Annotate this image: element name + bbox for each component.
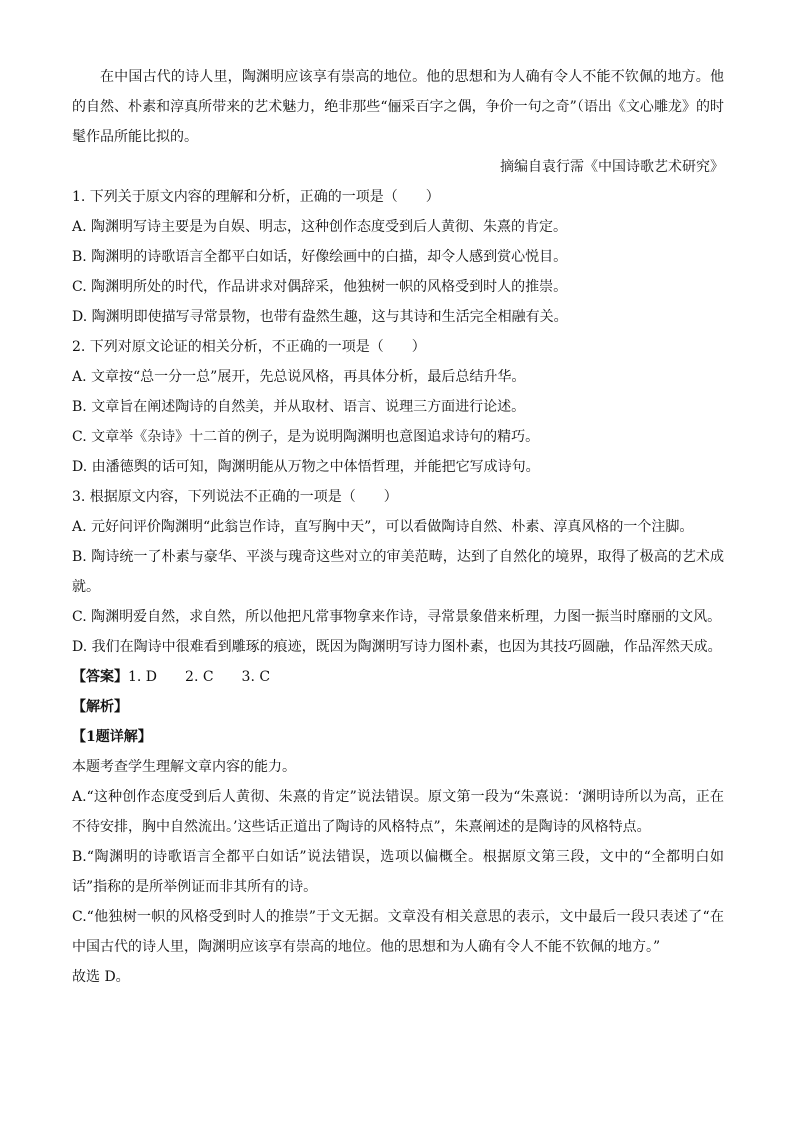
option-c: C. 陶渊明爱自然，求自然，所以他把凡常事物拿来作诗，寻常景象借来析理，力图一振当时靡丽的文风。	[72, 609, 722, 625]
option-d: D. 陶渊明即使描写寻常景物，也带有盎然生趣，这与其诗和生活完全相融有关。	[72, 309, 568, 325]
option-b: B. 陶诗统一了朴素与豪华、平淡与瑰奇这些对立的审美范畴，达到了自然化的境界，取得了极高的艺术成就。	[72, 549, 724, 595]
analysis-item-c: C.“他独树一帜的风格受到时人的推崇”于文无据。文章没有相关意思的表示，文中最后一段只表述了“在中国古代的诗人里，陶渊明应该享有崇高的地位。他的思想和为人确有令人不能不钦佩的地方。”	[72, 909, 724, 955]
passage-source: 摘编自袁行霈《中国诗歌艺术研究》	[500, 159, 724, 175]
analysis-label: 【解析】	[72, 699, 128, 715]
option-a: A. 文章按“总一分一总”展开，先总说风格，再具体分析，最后总结升华。	[72, 369, 526, 385]
answer-label: 【答案】	[72, 669, 128, 685]
option-b: B. 陶渊明的诗歌语言全都平白如话，好像绘画中的白描，却令人感到赏心悦目。	[72, 249, 568, 265]
option-c: C. 陶渊明所处的时代，作品讲求对偶辞采，他独树一帜的风格受到时人的推崇。	[72, 279, 568, 295]
question-stem: 3. 根据原文内容，下列说法不正确的一项是（ ）	[72, 489, 398, 505]
answer-text: 1. D 2. C 3. C	[128, 669, 271, 685]
option-c: C. 文章举《杂诗》十二首的例子，是为说明陶渊明也意图追求诗句的精巧。	[72, 429, 540, 445]
analysis-item-a: A.“这种创作态度受到后人黄彻、朱熹的肯定”说法错误。原文第一段为“朱熹说：‘渊明诗所以为高，正在不待安排，胸中自然流出。’这些话正道出了陶诗的风格特点”，朱熹阐述的是陶诗的风格特点。	[72, 789, 724, 835]
question-3	[72, 482, 724, 662]
analysis-item-b: B.“陶渊明的诗歌语言全都平白如话”说法错误，选项以偏概全。根据原文第三段，文中的“全都明白如话”指称的是所举例证而非其所有的诗。	[72, 849, 724, 895]
question-stem: 1. 下列关于原文内容的理解和分析，正确的一项是（ ）	[72, 189, 440, 205]
question-1	[72, 182, 724, 332]
option-b: B. 文章旨在阐述陶诗的自然美，并从取材、语言、说理三方面进行论述。	[72, 399, 526, 415]
analysis-intro: 本题考查学生理解文章内容的能力。	[72, 759, 296, 775]
question-stem: 2. 下列对原文论证的相关分析，不正确的一项是（ ）	[72, 339, 426, 355]
document-page	[72, 62, 724, 992]
option-a: A. 陶渊明写诗主要是为自娱、明志，这种创作态度受到后人黄彻、朱熹的肯定。	[72, 219, 568, 235]
option-d: D. 由潘德舆的话可知，陶渊明能从万物之中体悟哲理，并能把它写成诗句。	[72, 459, 540, 475]
passage-paragraph: 在中国古代的诗人里，陶渊明应该享有崇高的地位。他的思想和为人确有令人不能不钦佩的地方。他的自然、朴素和淳真所带来的艺术魅力，绝非那些“俪采百字之偶，争价一句之奇”（语出《文心雕龙》的时髦作品所能比拟的。	[72, 69, 724, 145]
question-2	[72, 332, 724, 482]
answer-line	[72, 662, 724, 692]
analysis-conclusion: 故选 D。	[72, 969, 130, 985]
option-a: A. 元好问评价陶渊明“此翁岂作诗，直写胸中天”，可以看做陶诗自然、朴素、淳真风格的一个注脚。	[72, 519, 694, 535]
analysis-sub-label: 【1题详解】	[72, 729, 152, 745]
option-d: D. 我们在陶诗中很难看到雕琢的痕迹，既因为陶渊明写诗力图朴素，也因为其技巧圆融，作品浑然天成。	[72, 639, 722, 655]
